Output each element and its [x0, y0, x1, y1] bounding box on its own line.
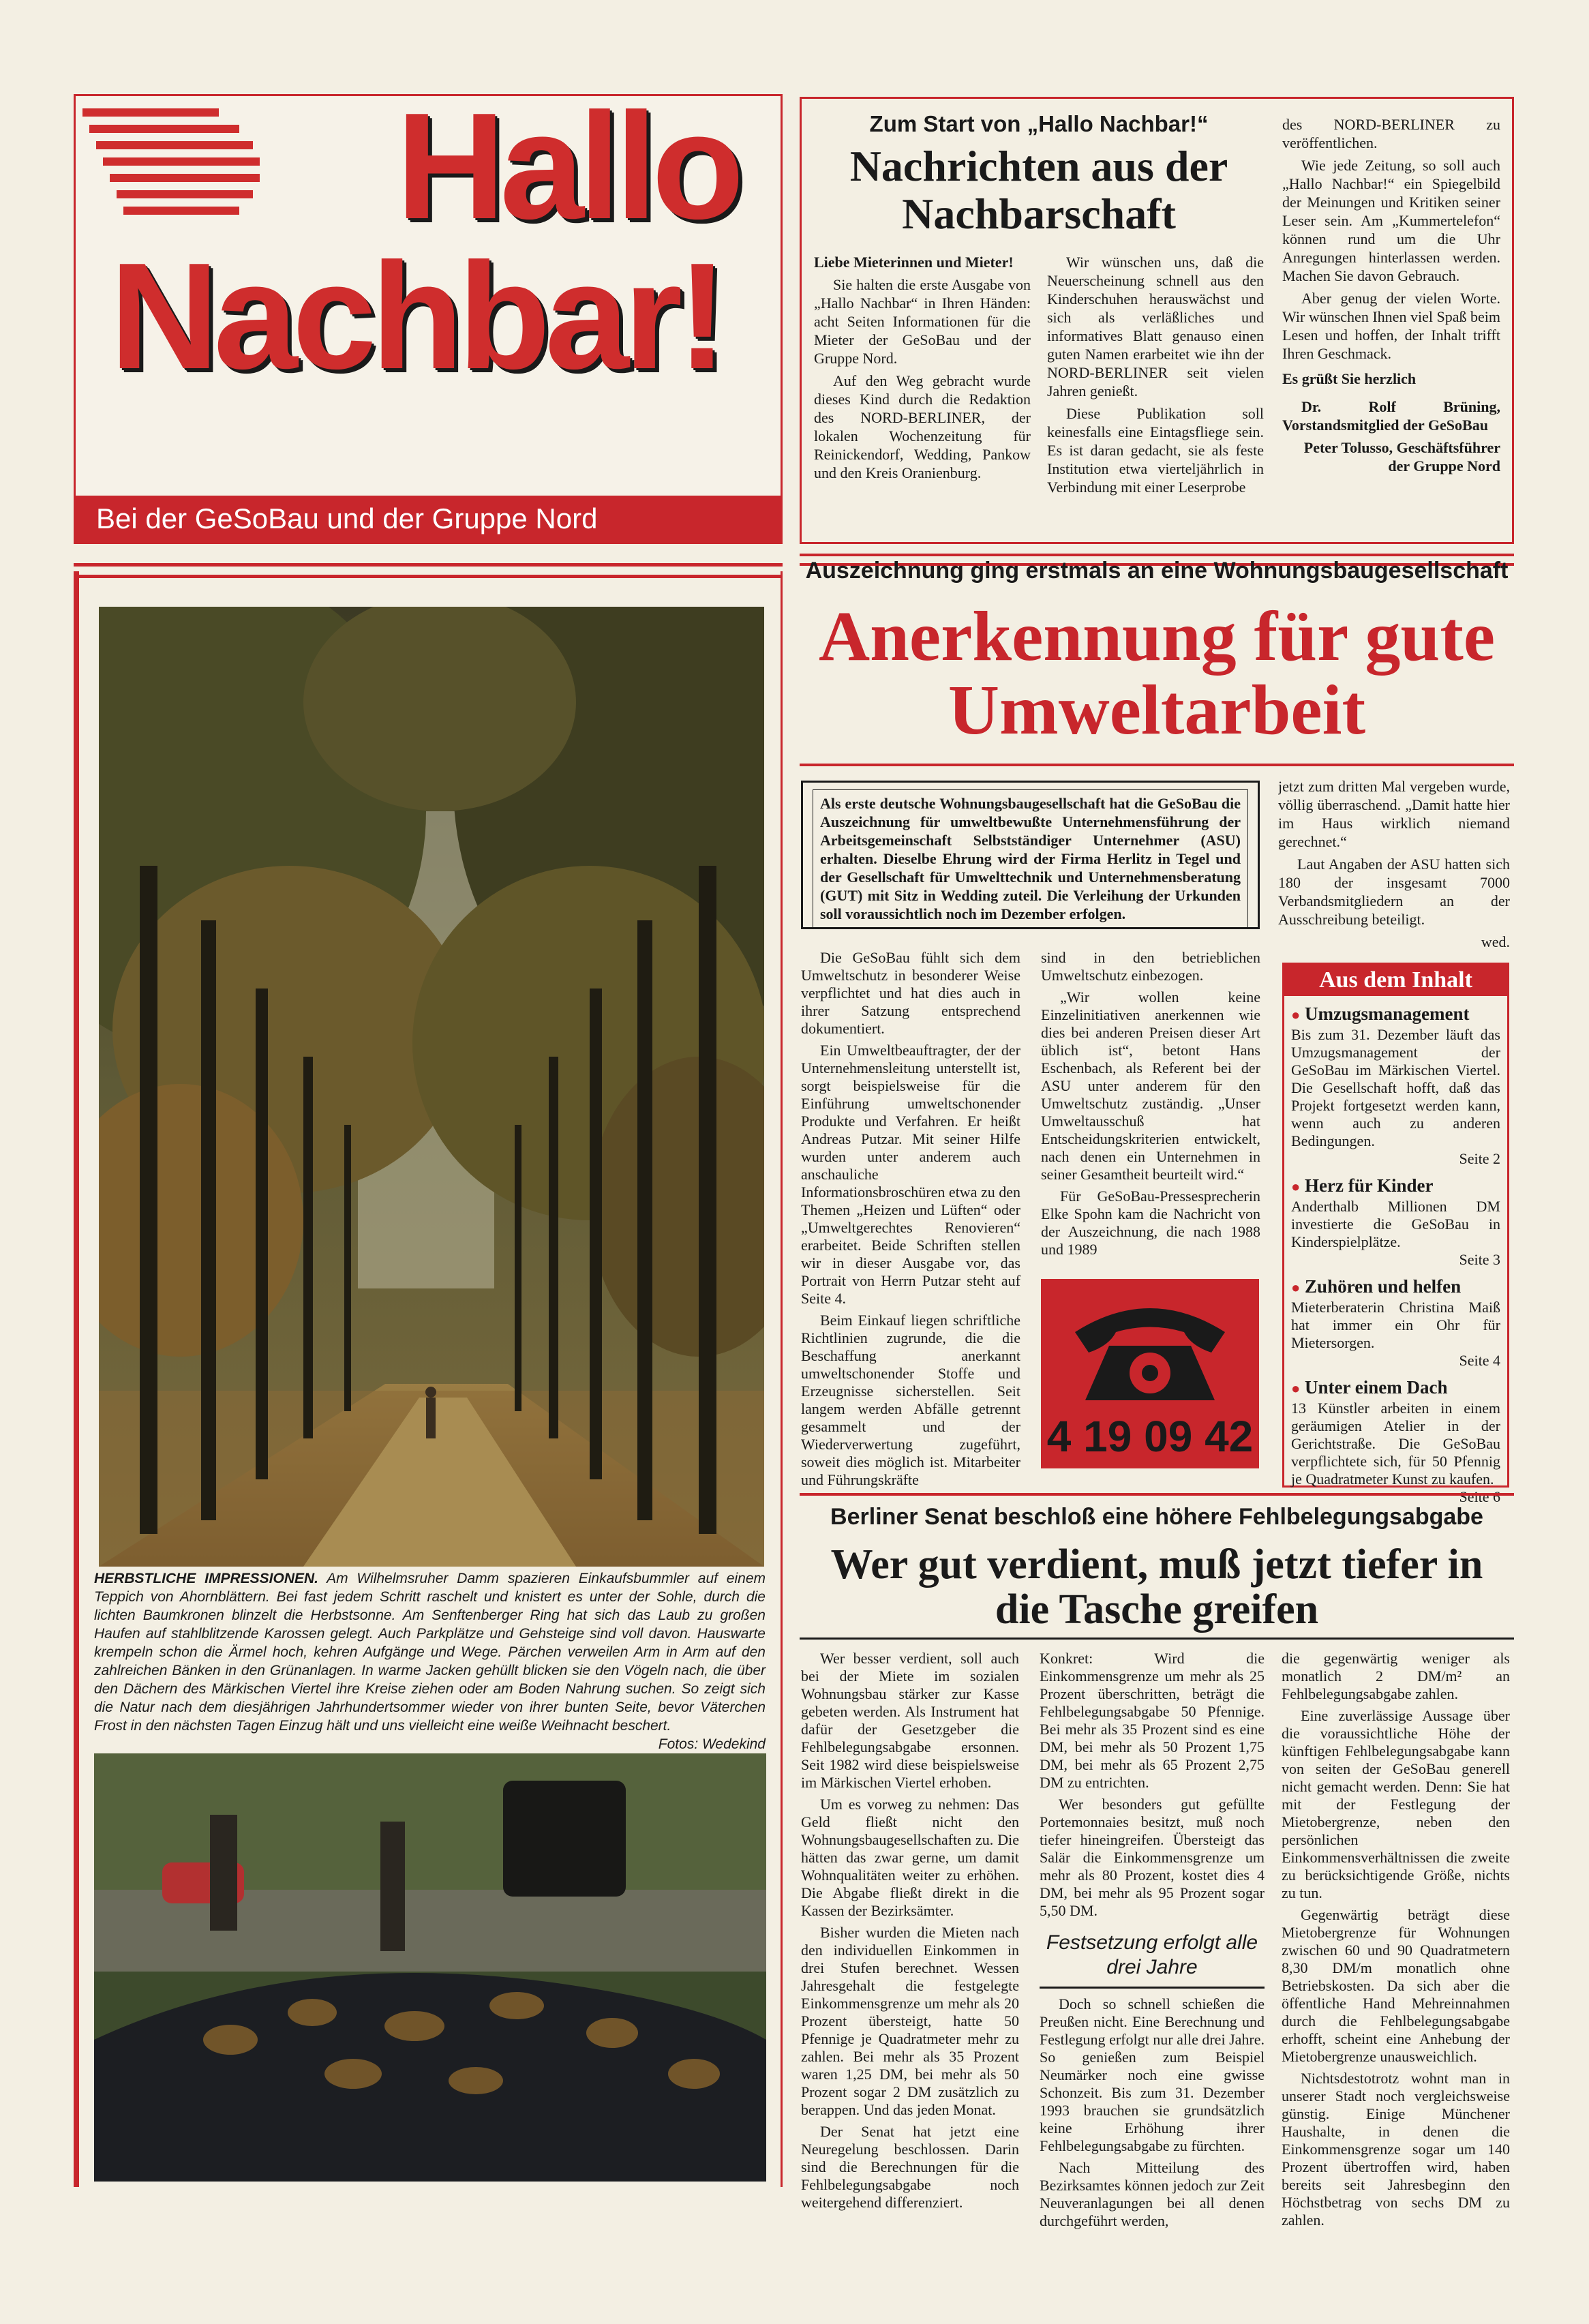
paragraph: Nach Mitteilung des Bezirksamtes können jedoch zur Zeit Neuveranlagungen bei all denen durchgeführt werden, — [1040, 2159, 1265, 2229]
caption-credit: Fotos: Wedekind — [658, 1736, 766, 1752]
toc-item-page: Seite 4 — [1459, 1352, 1500, 1369]
telephone-icon — [1068, 1291, 1232, 1407]
paragraph: Auf den Weg gebracht wurde dieses Kind durch die Redaktion des NORD-BERLINER, der lokalen Wochenzeitung für Reinickendorf, Wedding, Pankow und den Kreis Oranienburg. — [814, 372, 1031, 481]
leaves-on-car-photo — [94, 1753, 766, 2182]
anerkennung-kicker: Auszeichnung ging erstmals an eine Wohnungsbaugesellschaft — [805, 558, 1509, 584]
author: wed. — [1481, 933, 1510, 950]
masthead-title-line2: Nachbar! — [110, 232, 723, 401]
paragraph: Die GeSoBau fühlt sich dem Umweltschutz in besonderer Weise verpflichtet und hat dies auch in ihrer Satzung entsprechend dokumentiert. — [801, 949, 1020, 1037]
welcome-greeting: Es grüßt Sie herzlich — [1282, 370, 1417, 387]
toc-item — [1284, 1376, 1507, 1506]
paragraph: jetzt zum dritten Mal vergeben wurde, völlig überraschend. „Damit hatte hier im Haus wirklich niemand gerechnet.“ — [1278, 778, 1510, 850]
bullet-icon: ● — [1291, 1380, 1301, 1397]
toc-item-text: Mieterberaterin Christina Maiß hat immer ein Ohr für Mietersorgen. — [1291, 1299, 1500, 1351]
masthead-title-line1: Hallo — [396, 82, 739, 251]
section-rule — [800, 764, 1514, 766]
kummertelefon-number: 4 19 09 42 — [1046, 1412, 1254, 1461]
paragraph: Sie halten die erste Ausgabe von „Hallo Nachbar“ in Ihren Händen: acht Seiten Informationen für die Mieter der GeSoBau und der Gruppe Nord. — [814, 276, 1031, 367]
paragraph: Wir wünschen uns, daß die Neuerscheinung schnell aus den Kinderschuhen herauswächst und sich als verläßliches und informatives Blatt genauso einen guten Namen erarbeitet wie ihn der NORD-BERLINER seit vielen Jahren genießt. — [1047, 254, 1264, 399]
masthead — [74, 82, 783, 544]
toc-item-text: 13 Künstler arbeiten in einem geräumigen Atelier in der Gerichtstraße. Die GeSoBau verpflichtete sich, für 50 Pfennig je Quadratmeter Kunst zu kaufen. — [1291, 1400, 1500, 1488]
senat-column-1 — [801, 1650, 1019, 2216]
senat-column-3 — [1282, 1650, 1510, 2233]
paragraph: „Wir wollen keine Einzelinitiativen anerkennen wie dies bei anderen Preisen dieser Art üblich ist“, betont Hans Eschenbach, als Referent bei der ASU unter anderem für den Umweltschutz zuständig. „Unser Umweltausschuß hat Entscheidungskriterien entwickelt, nach denen ein Unternehmen in seiner Gesamtheit beurteilt wird.“ — [1041, 989, 1260, 1183]
paragraph: des NORD-BERLINER zu veröffentlichen. — [1282, 116, 1500, 151]
paragraph: Doch so schnell schießen die Preußen nicht. Eine Berechnung und Festlegung erfolgt nur alle drei Jahre. So genießen zum Beispiel Neumärker noch eine gwisse Schonzeit. Bis zum 31. Dezember 1993 brauchen sie grundsätzlich keine Erhöhung ihrer Fehlbelegungsabgabe zu fürchten. — [1040, 1995, 1265, 2154]
anerkennung-lead-box — [801, 781, 1260, 929]
toc-item-title: Umzugsmanagement — [1305, 1003, 1470, 1024]
table-of-contents-box — [1282, 963, 1509, 1505]
welcome-signature-2: Peter Tolusso, Geschäftsführer der Gruppe Nord — [1303, 439, 1500, 474]
autumn-avenue-photo — [99, 607, 764, 1567]
section-rule — [800, 1493, 1514, 1498]
toc-item-text: Bis zum 31. Dezember läuft das Umzugsmanagement der GeSoBau im Märkischen Viertel. Die Gesellschaft hofft, daß das Projekt fortgesetzt werden kann, wenn auch zu anderen Bedingungen. — [1291, 1026, 1500, 1149]
anerkennung-column-1 — [801, 949, 1020, 1493]
paragraph: Wie jede Zeitung, so soll auch „Hallo Nachbar!“ ein Spiegelbild der Meinungen und Kritiken seiner Leser sein. Am „Kummertelefon“ können rund um die Uhr Anregungen hinterlassen werden. Machen Sie davon Gebrauch. — [1282, 157, 1500, 284]
paragraph: Gegenwärtig beträgt diese Mietobergrenze für Wohnungen zwischen 60 und 90 Quadratmetern 8,30 DM/m monatlich ohne Betriebskosten. Da sich aber die öffentliche Hand Mehreinnahmen durch die Fehlbelegungsabgabe erhofft, scheint eine Anhebung der Mietobergrenze unausweichlich. — [1282, 1906, 1510, 2065]
bullet-icon: ● — [1291, 1178, 1301, 1195]
toc-item — [1284, 1003, 1507, 1168]
bullet-icon: ● — [1291, 1279, 1301, 1296]
senat-column-2 — [1040, 1650, 1265, 2234]
paragraph: Beim Einkauf liegen schriftliche Richtlinien zugrunde, die die Beschaffung anerkannt umweltschonender Stoffe und Erzeugnisse sicherstellen. Seit langem werden Abfälle getrennt gesammelt und der Wiederverwertung zugeführt, soweit dies möglich ist. Mitarbeiter und Führungskräfte — [801, 1312, 1020, 1488]
anerkennung-lead: Als erste deutsche Wohnungsbaugesellschaft hat die GeSoBau die Auszeichnung für umweltbewußte Unternehmensführung der Arbeitsgemeinschaft Selbstständiger Unternehmer (ASU) erhalten. Dieselbe Ehrung wird der Firma Herlitz in Tegel und der Gesellschaft für Umwelttechnik und Unternehmensberatung (GUT) mit Sitz in Wedding zuteil. Die Verleihung der Urkunden soll voraussichtlich noch im Dezember erfolgen. — [813, 789, 1248, 928]
paragraph: Konkret: Wird die Einkommensgrenze um mehr als 25 Prozent überschritten, beträgt die Fehlbelegungsabgabe 50 Pfennige. Bei mehr als 35 Prozent sind es eine DM, bei mehr als 50 Prozent 1,75 DM, bei mehr als 65 Prozent 2,75 DM zu entrichten. — [1040, 1650, 1265, 1791]
welcome-kicker: Zum Start von „Hallo Nachbar!“ — [869, 111, 1209, 136]
senat-kicker: Berliner Senat beschloß eine höhere Fehlbelegungsabgabe — [830, 1504, 1483, 1530]
toc-item-text: Anderthalb Millionen DM investierte die GeSoBau in Kinderspielplätze. — [1291, 1198, 1500, 1250]
paragraph: Laut Angaben der ASU hatten sich 180 der insgesamt 7000 Verbandsmitgliedern an der Ausschreibung beteiligt. — [1278, 856, 1510, 928]
paragraph: Um es vorweg zu nehmen: Das Geld fließt nicht den Wohnungsbaugesellschaften zu. Die hätten das zwar gerne, um damit Wohnqualitäten weiter zu erhöhen. Die Abgabe fließt direkt in die Kassen der Bezirksämter. — [801, 1796, 1019, 1919]
welcome-column-3 — [1282, 115, 1500, 479]
toc-item-title: Unter einem Dach — [1305, 1377, 1448, 1398]
toc-item — [1284, 1175, 1507, 1269]
paragraph: sind in den betrieblichen Umweltschutz einbezogen. — [1041, 949, 1260, 984]
senat-subhead: Festsetzung erfolgt alle drei Jahre — [1040, 1924, 1265, 1989]
bullet-icon: ● — [1291, 1006, 1301, 1023]
paragraph: Der Senat hat jetzt eine Neuregelung beschlossen. Darin sind die Berechnungen für die Fehlbelegungsabgabe noch weitergehend differenziert. — [801, 2123, 1019, 2211]
anerkennung-headline: Anerkennung für gute Umweltarbeit — [818, 597, 1495, 749]
welcome-article — [800, 97, 1514, 544]
paragraph: Aber genug der vielen Worte. Wir wünschen Ihnen viel Spaß beim Lesen und hoffen, der Inhalt trifft Ihren Geschmack. — [1282, 290, 1500, 362]
toc-item-page: Seite 3 — [1459, 1251, 1500, 1268]
speed-lines-logo-graphic — [82, 102, 260, 238]
welcome-signature-1: Dr. Rolf Brüning, Vorstandsmitglied der GeSoBau — [1282, 398, 1500, 434]
headline-rule — [800, 1638, 1514, 1640]
photo-caption — [94, 1569, 766, 1753]
toc-item-page: Seite 2 — [1459, 1150, 1500, 1167]
masthead-tagline: Bei der GeSoBau und der Gruppe Nord — [76, 496, 781, 542]
anerkennung-column-right-top — [1278, 777, 1510, 955]
toc-header: Aus dem Inhalt — [1284, 965, 1507, 996]
toc-item-page: Seite 6 — [1459, 1488, 1500, 1505]
welcome-salutation: Liebe Mieterinnen und Mieter! — [814, 254, 1014, 271]
toc-item-title: Zuhören und helfen — [1305, 1276, 1462, 1297]
anerkennung-column-2 — [1041, 949, 1260, 1263]
caption-text: Am Wilhelmsruher Damm spazieren Einkaufsbummler auf einem Teppich von Ahornblättern. Bei fast jedem Schritt raschelt und knistert es unter der Sohle, durch die lichten Baumkronen blinzelt die Herbstsonne. Am Senftenberger Ring hat sich das Laub zu großen Haufen auf stahlblitzende Karossen gelegt. Auch Parkplätze und Gehsteige sind voll davon. Hauswarte krempeln schon die Ärmel hoch, kehren Aufgänge und Wege. Pärchen verweilen Arm in Arm auf den zahlreichen Bänken in den Grünanlagen. In warme Jacken gehüllt blicken sie den Vögeln nach, die über den Dächern des Märkischen Viertel ihre Kreise ziehen oder am Boden Nahrung suchen. So zeigt sich die Natur nach dem diesjährigen Jahrhundertsommer wieder von ihrer bunten Seite, bevor Väterchen Frost in den nächsten Tagen Einzug hält und uns vielleicht eine weiße Weihnacht beschert. — [94, 1571, 766, 1734]
paragraph: Diese Publikation soll keinesfalls eine Eintagsfliege sein. Es ist daran gedacht, sie als feste Institution etwa vierteljährlich in Verbindung mit einer Leserprobe — [1047, 405, 1264, 496]
toc-item — [1284, 1276, 1507, 1370]
paragraph: Eine zuverlässige Aussage über die voraussichtliche Höhe der künftigen Fehlbelegungsabgabe kann von seiten der GeSoBau generell nicht gemacht werden. Denn: Sie hat mit der Festlegung der Mietobergrenze, neben den persönlichen Einkommensverhältnissen die zweite zu berücksichtigende Größe, nichts zu tun. — [1282, 1707, 1510, 1901]
paragraph: Ein Umweltbeauftragter, der der Unternehmensleitung unterstellt ist, sorgt beispielsweise für die Einführung umweltschonender Produkte und Verfahren. Er heißt Andreas Putzar. Mit seiner Hilfe wurden unter anderem auch anschauliche Informationsbroschüren etwa zu den Themen „Heizen und Lüften“ oder „Umweltgerechtes Renovieren“ erarbeitet. Beide Schriften stellen wir in dieser Ausgabe vor, das Portrait von Herrn Putzar steht auf Seite 4. — [801, 1042, 1020, 1307]
paragraph: Nichtsdestotrotz wohnt man in unserer Stadt noch vergleichsweise günstig. Einige Münchener Haushalte, in denen die Einkommensgrenze sogar um 140 Prozent übertroffen wird, haben bereits seit Jahresbeginn den Höchstbetrag von sechs DM zu zahlen. — [1282, 2070, 1510, 2229]
paragraph: Bisher wurden die Mieten nach den individuellen Einkommen in drei Stufen berechnet. Wessen Jahresgehalt die festgelegte Einkommensgrenze um mehr als 20 Prozent übersteigt, hatte 50 Pfennige je Quadratmeter mehr zu zahlen. Bei mehr als 35 Prozent waren 1,25 DM, bei mehr als 50 Prozent sogar 2 DM zusätzlich zu berappen. Und das jeden Monat. — [801, 1924, 1019, 2118]
senat-headline: Wer gut verdient, muß jetzt tiefer in die Tasche greifen — [830, 1541, 1483, 1633]
caption-lead: HERBSTLICHE IMPRESSIONEN. — [94, 1571, 319, 1586]
paragraph: Wer besser verdient, soll auch bei der Miete im sozialen Wohnungsbau stärker zur Kasse gebeten werden. Als Instrument hat dafür der Gesetzgeber die Fehlbelegungsabgabe ersonnen. Seit 1982 wird diese beispielsweise im Märkischen Viertel erhoben. — [801, 1650, 1019, 1791]
paragraph: die gegenwärtig weniger als monatlich 2 DM/m² an Fehlbelegungsabgabe zahlen. — [1282, 1650, 1510, 1702]
kummertelefon-box — [1041, 1279, 1259, 1468]
welcome-headline: Nachrichten aus der Nachbarschaft — [849, 142, 1228, 238]
paragraph: Wer besonders gut gefüllte Portemonnaies besitzt, muß noch tiefer hineingreifen. Übersteigt das Salär die Einkommensgrenze um mehr als 80 Prozent, kostet dies 4 DM, bei mehr als 95 Prozent sogar 5,50 DM. — [1040, 1796, 1265, 1919]
paragraph: Für GeSoBau-Pressesprecherin Elke Spohn kam die Nachricht von der Auszeichnung, die nach 1988 und 1989 — [1041, 1188, 1260, 1258]
toc-item-title: Herz für Kinder — [1305, 1175, 1434, 1196]
